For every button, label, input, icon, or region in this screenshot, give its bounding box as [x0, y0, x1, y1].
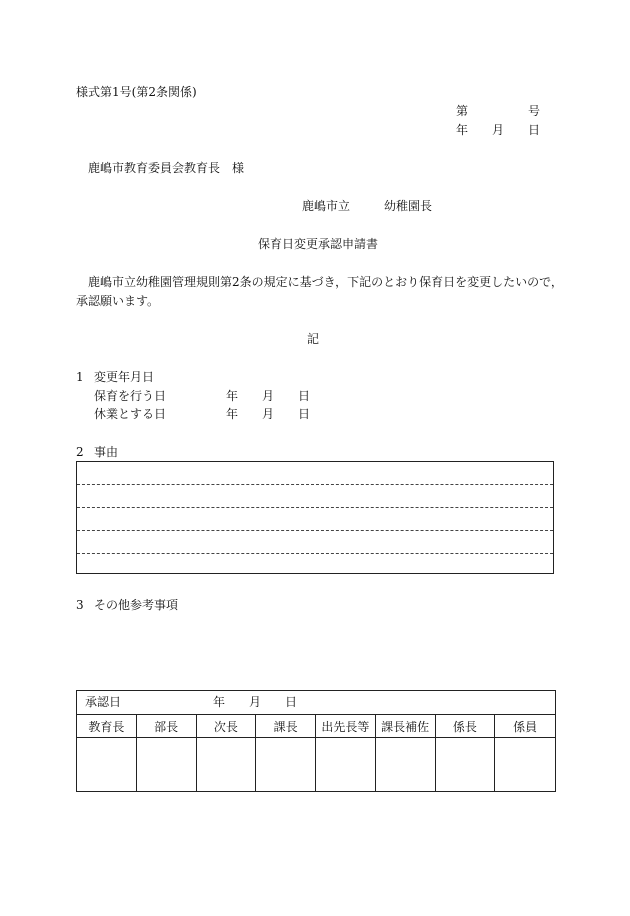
- stamp-cell[interactable]: [316, 738, 375, 791]
- stamp-cell[interactable]: [197, 738, 256, 791]
- approval-date-day: 日: [285, 695, 298, 709]
- approval-column-header: 係員: [495, 715, 555, 738]
- section2-number: 2: [76, 445, 84, 459]
- doc-number-prefix: 第: [456, 104, 469, 118]
- change-row-label: 休業とする日: [94, 407, 167, 421]
- section3-heading: その他参考事項: [94, 598, 179, 612]
- change-row-month: 月: [262, 407, 275, 421]
- reason-line: [77, 507, 553, 508]
- approval-column: [495, 715, 555, 791]
- approval-column: [77, 715, 137, 791]
- approval-date-row: [77, 691, 555, 715]
- approval-column-header: 課長補佐: [376, 715, 435, 738]
- change-row-year: 年: [226, 407, 239, 421]
- approval-column: [256, 715, 316, 791]
- sender-city-school: 鹿嶋市立: [302, 199, 351, 213]
- reason-line: [77, 484, 553, 485]
- approval-column: [137, 715, 197, 791]
- document-title: 保育日変更承認申請書: [258, 237, 379, 251]
- approval-date-year: 年: [213, 695, 226, 709]
- sender-title: 幼稚園長: [384, 199, 433, 213]
- change-row-month: 月: [262, 389, 275, 403]
- doc-date-day: 日: [528, 123, 541, 137]
- doc-date-year: 年: [456, 123, 469, 137]
- stamp-cell[interactable]: [256, 738, 315, 791]
- change-row-day: 日: [298, 389, 311, 403]
- approval-column: [316, 715, 376, 791]
- change-row-year: 年: [226, 389, 239, 403]
- section1-heading: 変更年月日: [94, 370, 155, 384]
- reason-line: [77, 553, 553, 554]
- reason-box[interactable]: [76, 461, 554, 574]
- section3-number: 3: [76, 598, 84, 612]
- stamp-cell[interactable]: [436, 738, 495, 791]
- form-number: 様式第1号(第2条関係): [76, 85, 197, 99]
- approval-stamp-grid: [77, 715, 555, 791]
- approval-column-header: 係長: [436, 715, 495, 738]
- approval-column-header: 出先長等: [316, 715, 375, 738]
- change-row-day: 日: [298, 407, 311, 421]
- approval-column: [376, 715, 436, 791]
- body-text-line1: 鹿嶋市立幼稚園管理規則第2条の規定に基づき，下記のとおり保育日を変更したいので，: [88, 275, 563, 289]
- approval-column-header: 教育長: [77, 715, 136, 738]
- reason-line: [77, 530, 553, 531]
- approval-column-header: 次長: [197, 715, 256, 738]
- approval-column: [436, 715, 496, 791]
- approval-date-month: 月: [249, 695, 262, 709]
- stamp-cell[interactable]: [376, 738, 435, 791]
- stamp-cell[interactable]: [495, 738, 555, 791]
- section1-number: 1: [76, 370, 84, 384]
- section2-heading: 事由: [94, 445, 119, 459]
- approval-column-header: 部長: [137, 715, 196, 738]
- approval-column: [197, 715, 257, 791]
- approval-table: [76, 690, 556, 792]
- doc-number-suffix: 号: [528, 104, 541, 118]
- stamp-cell[interactable]: [77, 738, 136, 791]
- body-text-line2: 承認願います。: [76, 294, 160, 308]
- approval-column-header: 課長: [256, 715, 315, 738]
- ki-heading: 記: [307, 332, 320, 346]
- change-row-label: 保育を行う日: [94, 389, 167, 403]
- approval-date-label: 承認日: [85, 695, 122, 709]
- addressee: 鹿嶋市教育委員会教育長 様: [88, 161, 245, 175]
- doc-date-month: 月: [492, 123, 505, 137]
- stamp-cell[interactable]: [137, 738, 196, 791]
